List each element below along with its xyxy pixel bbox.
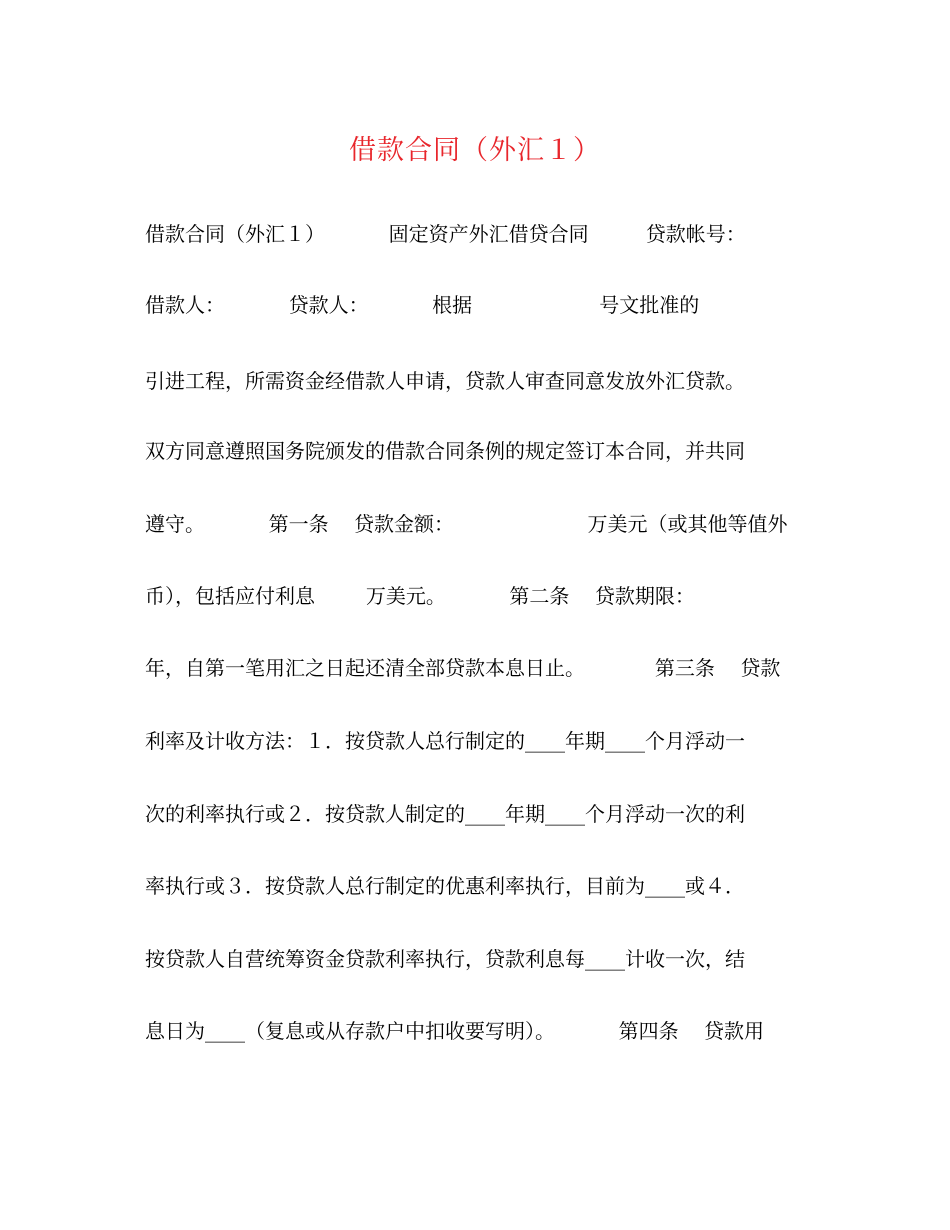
body-line-4: 双方同意遵照国务院颁发的借款合同条例的规定签订本合同，并共同 — [145, 439, 745, 463]
body-line-7: 年，自第一笔用汇之日起还清全部贷款本息日止。 第三条 贷款 — [145, 656, 781, 680]
body-line-12: 息日为____（复息或从存款户中扣收要写明）。 第四条 贷款用 — [145, 1019, 765, 1043]
body-line-6: 币），包括应付利息 万美元。 第二条 贷款期限： — [145, 584, 695, 608]
body-line-2: 借款人： 贷款人： 根据 号文批准的 — [145, 293, 700, 317]
body-line-3: 引进工程，所需资金经借款人申请，贷款人审查同意发放外汇贷款。 — [145, 369, 745, 393]
body-line-10: 率执行或３．按贷款人总行制定的优惠利率执行，目前为____或４． — [145, 874, 745, 898]
body-line-5: 遵守。 第一条 贷款金额： 万美元（或其他等值外 — [145, 512, 788, 536]
document-title: 借款合同（外汇１） — [349, 135, 601, 166]
body-line-9: 次的利率执行或２．按贷款人制定的____年期____个月浮动一次的利 — [145, 802, 745, 826]
body-line-8: 利率及计收方法：１．按贷款人总行制定的____年期____个月浮动一 — [145, 729, 745, 753]
body-line-11: 按贷款人自营统筹资金贷款利率执行，贷款利息每____计收一次，结 — [145, 947, 745, 971]
body-line-1: 借款合同（外汇１） 固定资产外汇借贷合同 贷款帐号： — [145, 222, 746, 246]
